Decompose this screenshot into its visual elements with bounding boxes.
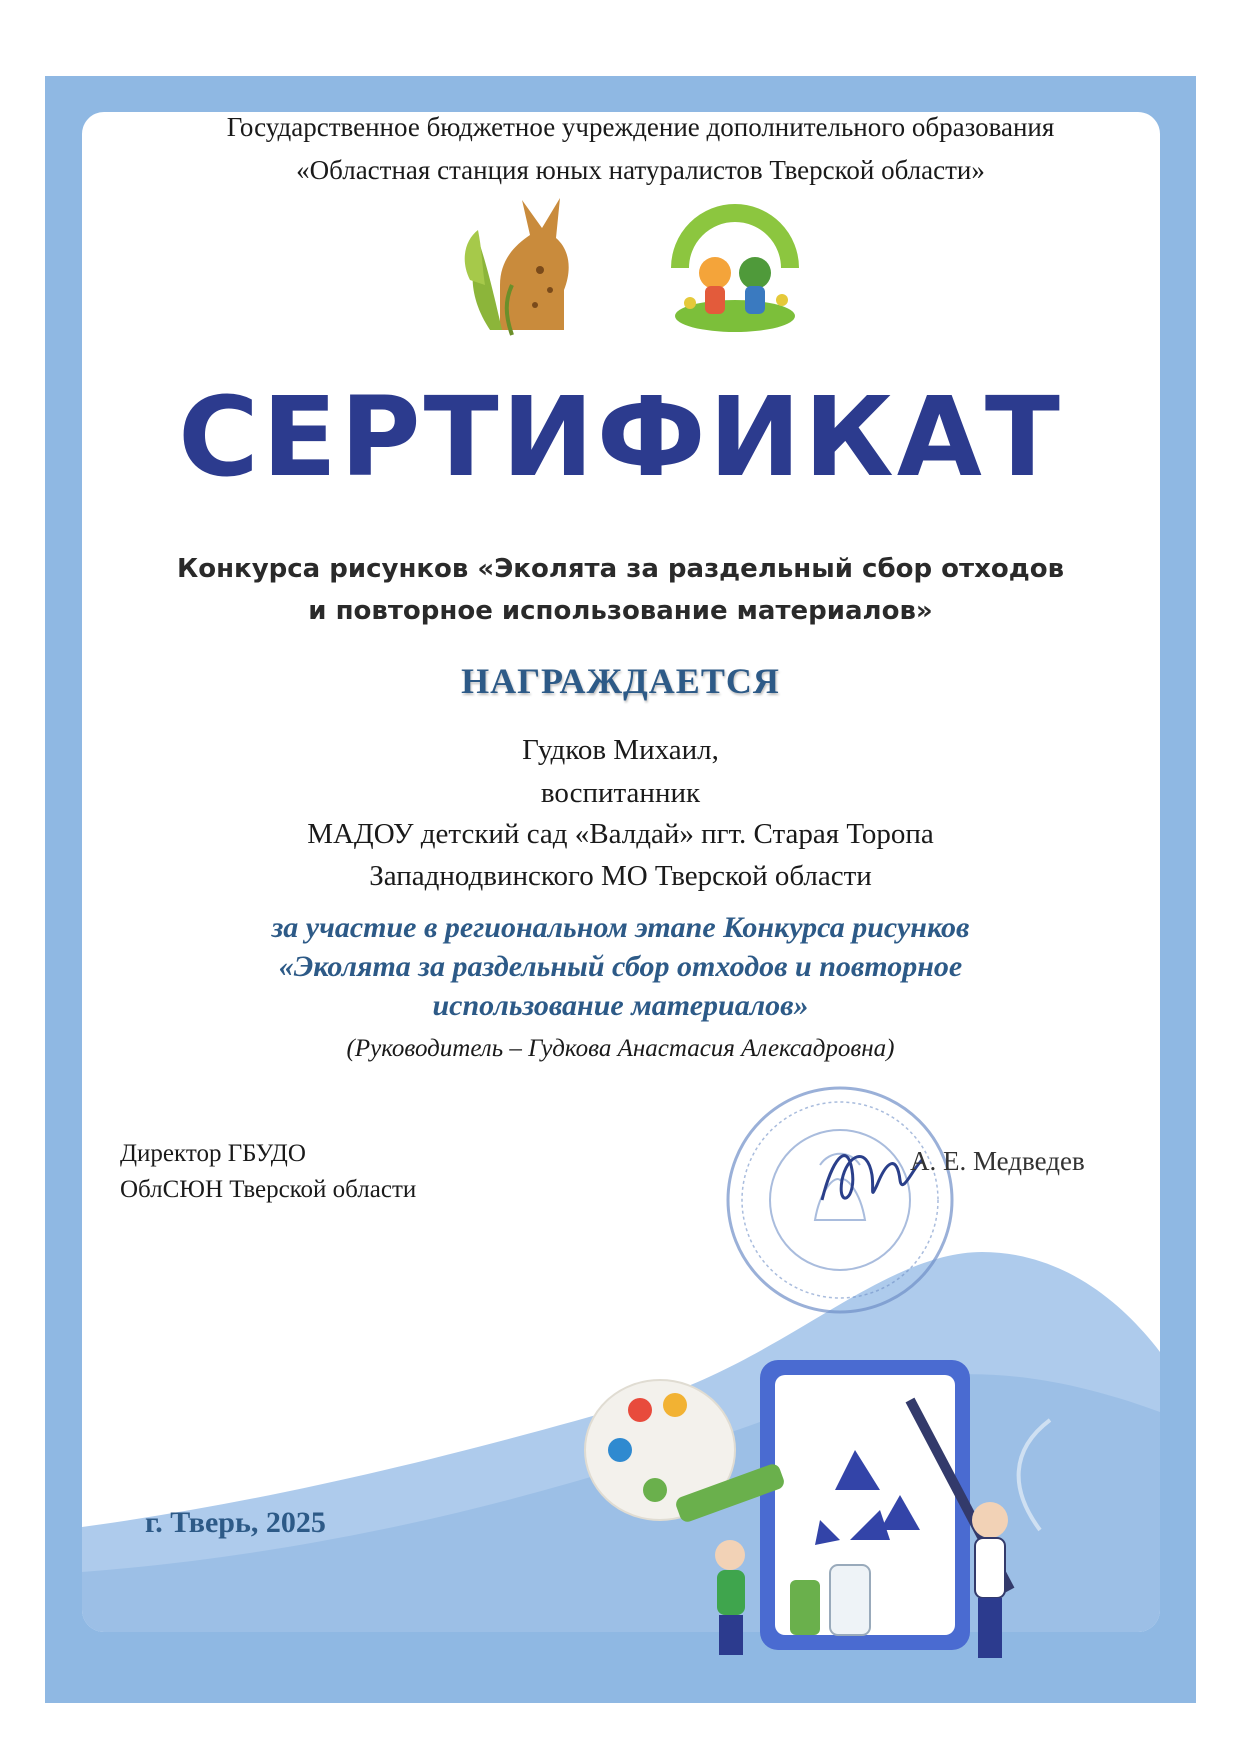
recipient-institution: МАДОУ детский сад «Валдай» пгт. Старая Торопа [307,818,934,850]
contest-line-2: и повторное использование материалов» [308,596,933,626]
organization-line-1: Государственное бюджетное учреждение дополнительного образования [226,112,1055,142]
participation-line-2: «Эколята за раздельный сбор отходов и повторное [278,950,963,983]
certificate-title: СЕРТИФИКАТ [178,373,1063,501]
recycling-illustration [580,1340,1100,1680]
recipient-district: Западнодвинского МО Тверской области [369,860,872,892]
supervisor-line: (Руководитель – Гудкова Анастасия Алексадровна) [346,1035,895,1062]
director-name: А. Е. Медведев [910,1146,1085,1176]
deer-logo-icon [460,190,590,340]
ekolyata-logo-icon [660,198,810,338]
participation-line-3: использование материалов» [432,989,809,1022]
place-date: г. Тверь, 2025 [145,1506,326,1539]
awarded-heading: НАГРАЖДАЕТСЯ [461,661,780,701]
director-title-line-2: ОблСЮН Тверской области [120,1176,417,1203]
recipient-role: воспитанник [540,777,701,809]
contest-line-1: Конкурса рисунков «Эколята за раздельный сбор отходов [176,554,1065,584]
organization-line-2: «Областная станция юных натуралистов Тверской области» [296,155,985,185]
participation-line-1: за участие в региональном этапе Конкурса рисунков [271,911,970,944]
recipient-name: Гудков Михаил, [522,734,719,766]
director-title-line-1: Директор ГБУДО [120,1140,306,1167]
